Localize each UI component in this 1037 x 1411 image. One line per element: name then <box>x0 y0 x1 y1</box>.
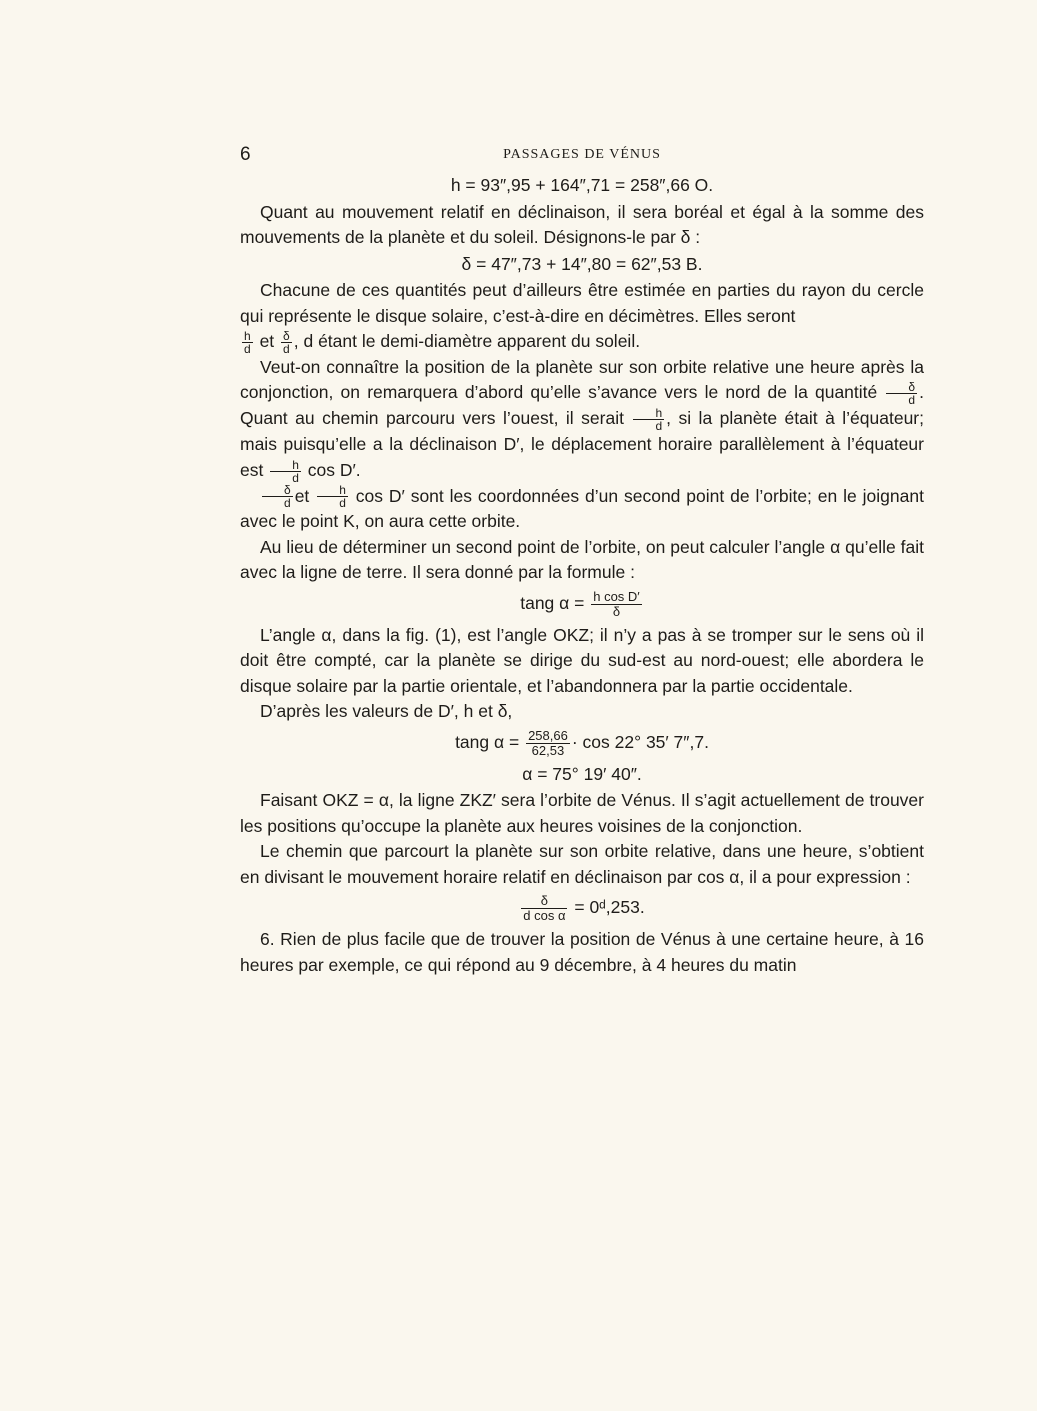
paragraph-declinaison: Quant au mouvement relatif en déclinaison, il sera boréal et égal à la somme des mouvements de la planète et du soleil. Désignons-le par δ : <box>240 201 924 247</box>
paragraph-valeurs: D’après les valeurs de D′, h et δ, <box>260 701 513 722</box>
text-coordonnees: cos D′ sont les coordonnées d’un second point de l’orbite; en le joignant avec le point K, on aura cette orbite. <box>240 485 924 532</box>
paragraph-position <box>240 355 924 484</box>
equation-h: h = 93″,95 + 164″,71 = 258″,66 O. <box>450 175 714 195</box>
page-header <box>240 144 924 170</box>
equation-tang-alpha: tang α = $\frac{\text{h cos D′}}{\delta}$ <box>520 588 640 619</box>
paragraph-quantites: Chacune de ces quantités peut d’ailleurs être estimée en parties du rayon du cercle qui représente le disque solaire, c’est-à-dire en décimètres. Elles seront <box>240 280 924 326</box>
fraction-h-over-d-2: $\frac{h}{d}$ <box>633 407 664 432</box>
paragraph-coordonnees <box>240 484 924 535</box>
paragraph-quantites-end <box>240 329 924 355</box>
word-et-2: et <box>294 485 310 506</box>
equation-tang-value: tang α = $\frac{258,66}{62,53}$ · cos 22° 35′ 7″,7. <box>455 727 709 758</box>
fraction-258-over-62: $\frac{258,66}{62,53}$ <box>528 727 568 758</box>
equation-delta: δ = 47″,73 + 14″,80 = 62″,53 B. <box>461 253 703 274</box>
page-body <box>240 172 924 978</box>
text-position-b: . Quant au chemin parcouru vers l’ouest, il serait <box>240 382 924 429</box>
fraction-hcosd-over-delta: $\frac{\text{h cos D′}}{\delta}$ <box>593 588 640 619</box>
running-title: PASSAGES DE VÉNUS <box>503 147 661 162</box>
text-position-d: cos D′. <box>307 459 361 480</box>
paragraph-chemin: Le chemin que parcourt la planète sur son orbite relative, dans une heure, s’obtient en divisant le mouvement horaire relatif en déclinaison par cos α, il a pour expression : <box>240 841 924 887</box>
fraction-h-over-d-3: $\frac{h}{d}$ <box>270 459 301 484</box>
equation-path: $\frac{\delta}{\text{d cos α}}$ = 0ᵈ,253. <box>523 893 645 924</box>
fraction-delta-over-d: $\frac{\delta}{d}$ <box>283 328 290 356</box>
fraction-delta-over-dcos: $\frac{\delta}{\text{d cos α}}$ <box>523 893 566 924</box>
paragraph-rien: 6. Rien de plus facile que de trouver la position de Vénus à une certaine heure, à 16 heures par exemple, ce qui répond au 9 décembre, à 4 heures du matin <box>240 929 924 975</box>
fraction-delta-over-d-2: $\frac{\delta}{d}$ <box>886 381 917 406</box>
word-et: et <box>259 331 275 351</box>
page-number: 6 <box>240 144 251 165</box>
paragraph-faisant: Faisant OKZ = α, la ligne ZKZ′ sera l’orbite de Vénus. Il s’agit actuellement de trouver les positions qu’occupe la planète aux heures voisines de la conjonction. <box>240 790 924 836</box>
text-position-c: , si la planète était à l’équateur; mais puisqu’elle a la déclinaison D′, le déplacement horaire parallèlement à l’équateur est <box>240 408 924 480</box>
fraction-delta-over-d-3: $\frac{\delta}{d}$ <box>262 484 293 509</box>
fraction-h-over-d: $\frac{h}{d}$ <box>244 328 251 356</box>
text-position-a: Veut-on connaître la position de la planète sur son orbite relative une heure après la conjonction, on remarquera d’abord qu’elle s’avance vers le nord de la quantité <box>240 356 924 403</box>
text-demi-diametre: d étant le demi-diamètre apparent du soleil. <box>303 331 641 351</box>
equation-alpha: α = 75° 19′ 40″. <box>522 763 642 784</box>
paragraph-angle: Au lieu de déterminer un second point de l’orbite, on peut calculer l’angle α qu’elle fait avec la ligne de terre. Il sera donné par la formule : <box>240 536 924 583</box>
comma: , <box>293 331 299 351</box>
paragraph-okz: L’angle α, dans la fig. (1), est l’angle OKZ; il n’y a pas à se tromper sur le sens où il doit être compté, car la planète se dirige du sud-est au nord-ouest; elle abordera le disque solaire par la partie orientale, et l’abandonnera par la partie occidentale. <box>240 624 924 696</box>
fraction-h-over-d-4: $\frac{h}{d}$ <box>317 484 348 509</box>
